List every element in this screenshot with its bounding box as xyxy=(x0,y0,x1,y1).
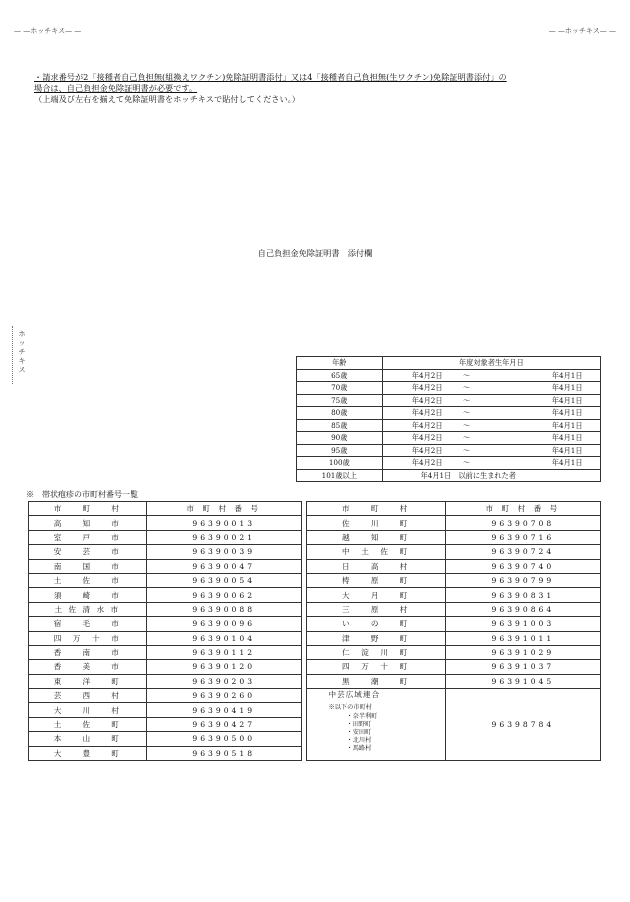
column-gap xyxy=(301,717,306,731)
range-separator: ～ xyxy=(462,408,471,418)
municipality-name: 室 戸 市 xyxy=(29,530,147,544)
age-table-body xyxy=(297,369,601,482)
municipality-code: 96390039 xyxy=(146,545,301,559)
municipality-code: 96390112 xyxy=(146,645,301,659)
municipality-name: 越 知 町 xyxy=(306,530,445,544)
union-name: 中芸広域連合 xyxy=(328,690,381,700)
age-header: 年齢 xyxy=(297,357,383,370)
municipality-code: 96390260 xyxy=(146,689,301,703)
range-start: 年4月2日 xyxy=(411,408,443,418)
municipality-name: 高 知 市 xyxy=(29,516,147,530)
municipality-name: 中 土 佐 町 xyxy=(306,545,445,559)
municipality-table-body xyxy=(29,516,601,761)
municipality-code: 96390203 xyxy=(146,674,301,688)
birthdate-range xyxy=(383,420,600,431)
municipality-name: 須 崎 市 xyxy=(29,588,147,602)
range-separator: ～ xyxy=(462,383,471,393)
side-staple-char: ホ xyxy=(18,330,26,338)
birthdate-range xyxy=(383,395,600,406)
birthdate-range xyxy=(383,407,600,418)
birthdate-range-cell xyxy=(382,457,600,470)
municipality-name: 土 佐 町 xyxy=(29,717,147,731)
municipality-name: 南 国 市 xyxy=(29,559,147,573)
municipality-row xyxy=(29,573,601,587)
range-end: 年4月1日 xyxy=(551,383,583,393)
side-staple-char: ス xyxy=(18,366,26,374)
range-separator: ～ xyxy=(462,395,471,405)
age-row xyxy=(297,419,601,432)
municipality-name: 大 月 町 xyxy=(306,588,445,602)
municipality-code: 96390799 xyxy=(445,573,600,587)
range-end: 年4月1日 xyxy=(551,458,583,468)
birthdate-range-cell xyxy=(382,369,600,382)
municipality-code: 96390062 xyxy=(146,588,301,602)
union-member: ・田野町 xyxy=(346,721,372,729)
municipality-code: 96390047 xyxy=(146,559,301,573)
birthdate-range xyxy=(383,457,600,468)
range-start: 年4月2日 xyxy=(411,433,443,443)
municipality-name: 梼 原 町 xyxy=(306,573,445,587)
municipality-code: 96390419 xyxy=(146,703,301,717)
municipality-code: 96390740 xyxy=(445,559,600,573)
age-cell: 85歳 xyxy=(297,419,383,432)
age-cell: 80歳 xyxy=(297,407,383,420)
range-end: 年4月1日 xyxy=(551,370,583,380)
municipality-code: 96391037 xyxy=(445,660,600,674)
municipality-code: 96391045 xyxy=(445,674,600,688)
age-cell: 70歳 xyxy=(297,382,383,395)
municipality-code: 96390518 xyxy=(146,746,301,760)
side-staple-marker xyxy=(17,330,27,375)
range-separator: ～ xyxy=(462,433,471,443)
municipality-name: 佐 川 町 xyxy=(306,516,445,530)
range-start: 年4月2日 xyxy=(411,445,443,455)
municipality-code: 96390708 xyxy=(445,516,600,530)
municipality-table xyxy=(28,501,601,761)
municipality-name: い の 町 xyxy=(306,617,445,631)
municipality-code: 96391011 xyxy=(445,631,600,645)
age-row xyxy=(297,382,601,395)
municipality-name: 津 野 町 xyxy=(306,631,445,645)
notice-line-1: ・請求番号が2「接種者自己負担無(組換えワクチン)免除証明書添付」又は4「接種者自己負担無(生ワクチン)免除証明書添付」の xyxy=(34,72,507,82)
union-member: ・安田町 xyxy=(346,729,372,737)
birthdate-range-cell xyxy=(382,432,600,445)
municipality-code: 96390021 xyxy=(146,530,301,544)
age-table xyxy=(296,356,601,482)
age-row xyxy=(297,444,601,457)
birthdate-header: 年度対象者生年月日 xyxy=(382,357,600,370)
range-end: 年4月1日 xyxy=(551,408,583,418)
municipality-header: 市 町 村 xyxy=(29,502,147,516)
side-staple-guide xyxy=(12,326,13,384)
municipality-name: 土 佐 清 水 市 xyxy=(29,602,147,616)
range-separator: ～ xyxy=(462,445,471,455)
age-cell: 90歳 xyxy=(297,432,383,445)
range-end: 年4月1日 xyxy=(551,445,583,455)
birthdate-range xyxy=(383,432,600,443)
birthdate-range-cell xyxy=(382,382,600,395)
municipality-row xyxy=(29,689,601,703)
municipality-row xyxy=(29,516,601,530)
municipality-code: 96390096 xyxy=(146,617,301,631)
municipality-code: 96390831 xyxy=(445,588,600,602)
age-row xyxy=(297,369,601,382)
municipality-name: 四 万 十 市 xyxy=(29,631,147,645)
range-start: 年4月2日 xyxy=(411,370,443,380)
municipality-name: 安 芸 市 xyxy=(29,545,147,559)
municipality-row xyxy=(29,545,601,559)
municipality-name: 黒 潮 町 xyxy=(306,674,445,688)
age-row xyxy=(297,407,601,420)
municipality-code: 96390054 xyxy=(146,573,301,587)
municipality-code: 96390500 xyxy=(146,732,301,746)
age-row xyxy=(297,394,601,407)
municipality-code: 96390427 xyxy=(146,717,301,731)
notice-line-2: 場合は、自己負担金免除証明書が必要です。 xyxy=(34,83,198,93)
range-end: 年4月1日 xyxy=(551,420,583,430)
range-separator: ～ xyxy=(462,370,471,380)
birthdate-range-cell xyxy=(382,444,600,457)
municipality-name: 香 美 市 xyxy=(29,660,147,674)
code-header: 市 町 村 番 号 xyxy=(445,502,600,516)
union-note: ※以下の市町村 xyxy=(328,704,372,712)
municipality-name: 土 佐 市 xyxy=(29,573,147,587)
age-cell: 101歳以上 xyxy=(297,469,383,482)
municipality-code: 96391029 xyxy=(445,645,600,659)
code-header: 市 町 村 番 号 xyxy=(146,502,301,516)
birthdate-range xyxy=(383,445,600,456)
municipality-name: 三 原 村 xyxy=(306,602,445,616)
birthdate-range-cell xyxy=(382,419,600,432)
range-end: 年4月1日 xyxy=(551,395,583,405)
column-gap xyxy=(301,746,306,760)
municipality-code: 96390013 xyxy=(146,516,301,530)
municipality-row xyxy=(29,660,601,674)
range-start: 年4月2日 xyxy=(411,458,443,468)
range-start: 年4月2日 xyxy=(411,395,443,405)
municipality-code: 96390716 xyxy=(445,530,600,544)
age-cell: 100歳 xyxy=(297,457,383,470)
municipality-code: 96390864 xyxy=(445,602,600,616)
municipality-name: 香 南 市 xyxy=(29,645,147,659)
staple-marker-right: — —ホッチキス— — xyxy=(548,27,616,35)
municipality-name: 大 豊 町 xyxy=(29,746,147,760)
municipality-name: 芸 西 村 xyxy=(29,689,147,703)
municipality-row xyxy=(29,674,601,688)
municipality-row xyxy=(29,602,601,616)
birthdate-before-text: 年4月1日 以前に生まれた者 xyxy=(420,470,516,480)
birthdate-range xyxy=(383,370,600,381)
age-row xyxy=(297,432,601,445)
union-cell xyxy=(306,689,445,761)
municipality-row xyxy=(29,530,601,544)
union-member: ・北川村 xyxy=(346,737,372,745)
municipality-name: 宿 毛 市 xyxy=(29,617,147,631)
attachment-area-title: 自己負担金免除証明書 添付欄 xyxy=(257,248,373,258)
municipality-row xyxy=(29,617,601,631)
municipality-name: 仁 淀 川 町 xyxy=(306,645,445,659)
age-cell: 95歳 xyxy=(297,444,383,457)
column-gap xyxy=(301,732,306,746)
side-staple-char: キ xyxy=(18,357,26,365)
municipality-name: 本 山 町 xyxy=(29,732,147,746)
municipality-name: 大 川 村 xyxy=(29,703,147,717)
municipality-row xyxy=(29,559,601,573)
municipality-name: 東 洋 町 xyxy=(29,674,147,688)
municipality-name: 四 万 十 町 xyxy=(306,660,445,674)
municipality-code: 96391003 xyxy=(445,617,600,631)
birthdate-range-cell xyxy=(382,407,600,420)
age-row xyxy=(297,469,601,482)
birthdate-range xyxy=(383,382,600,393)
staple-marker-left: — —ホッチキス— — xyxy=(14,27,82,35)
municipality-code: 96390120 xyxy=(146,660,301,674)
municipality-code: 96390088 xyxy=(146,602,301,616)
side-staple-char: ッ xyxy=(18,339,26,347)
municipality-name: 日 高 村 xyxy=(306,559,445,573)
union-code: 96398784 xyxy=(445,689,600,761)
birthdate-range-cell xyxy=(382,394,600,407)
municipality-row xyxy=(29,588,601,602)
age-cell: 65歳 xyxy=(297,369,383,382)
range-end: 年4月1日 xyxy=(551,433,583,443)
age-cell: 75歳 xyxy=(297,394,383,407)
municipality-row xyxy=(29,645,601,659)
union-member: ・馬路村 xyxy=(346,745,372,753)
municipality-header: 市 町 村 xyxy=(306,502,445,516)
side-staple-char: チ xyxy=(18,348,26,356)
municipality-list-heading: ※ 帯状疱疹の市町村番号一覧 xyxy=(26,490,138,499)
municipality-row xyxy=(29,631,601,645)
range-start: 年4月2日 xyxy=(411,420,443,430)
age-row xyxy=(297,457,601,470)
column-gap xyxy=(301,703,306,717)
range-separator: ～ xyxy=(462,458,471,468)
birthdate-range-cell xyxy=(382,469,600,482)
municipality-code: 96390724 xyxy=(445,545,600,559)
union-member: ・奈半利町 xyxy=(346,713,378,721)
notice-line-3: （上端及び左右を揃えて免除証明書をホッチキスで貼付してください。） xyxy=(34,94,300,104)
municipality-code: 96390104 xyxy=(146,631,301,645)
range-start: 年4月2日 xyxy=(411,383,443,393)
notice-text xyxy=(34,72,604,105)
range-separator: ～ xyxy=(462,420,471,430)
